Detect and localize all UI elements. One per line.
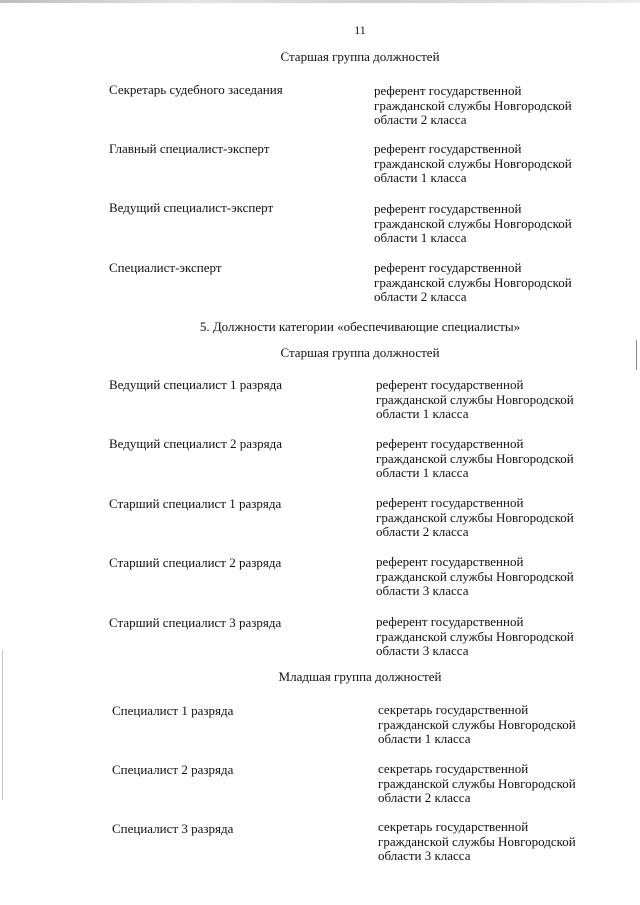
position-title: Старший специалист 3 разряда	[109, 615, 282, 630]
rank-title	[376, 555, 574, 599]
category-title: 5. Должности категории «обеспечивающие специалисты»	[199, 319, 521, 334]
rank-title	[374, 202, 572, 246]
rank-line: области 2 класса	[376, 524, 469, 539]
rank-line: области 2 класса	[374, 289, 467, 304]
position-title: Главный специалист-эксперт	[109, 141, 270, 156]
rank-line: гражданской службы Новгородской	[376, 450, 574, 466]
rank-line: референт государственной	[374, 260, 522, 275]
position-title: Старший специалист 2 разряда	[109, 555, 282, 570]
rank-line: гражданской службы Новгородской	[374, 155, 572, 171]
rank-line: области 3 класса	[376, 643, 469, 658]
rank-line: референт государственной	[376, 495, 524, 510]
rank-line: гражданской службы Новгородской	[378, 716, 576, 732]
group-heading: Старшая группа должностей	[280, 49, 440, 64]
rank-line: референт государственной	[374, 83, 522, 98]
scan-top-edge	[0, 0, 640, 3]
position-title: Ведущий специалист 2 разряда	[109, 436, 283, 451]
position-title: Секретарь судебного заседания	[109, 82, 283, 97]
rank-line: референт государственной	[374, 141, 522, 156]
rank-line: референт государственной	[374, 201, 522, 216]
rank-title	[374, 142, 572, 186]
rank-line: области 2 класса	[374, 112, 467, 127]
position-title: Специалист 2 разряда	[112, 762, 234, 777]
rank-line: гражданской службы Новгородской	[376, 628, 574, 644]
rank-line: области 1 класса	[378, 731, 471, 746]
rank-title	[374, 84, 572, 128]
rank-line: области 3 класса	[378, 848, 471, 863]
rank-line: гражданской службы Новгородской	[376, 509, 574, 525]
position-title: Ведущий специалист-эксперт	[109, 200, 274, 215]
position-title: Специалист-эксперт	[109, 260, 222, 275]
rank-line: области 1 класса	[376, 465, 469, 480]
rank-line: гражданской службы Новгородской	[378, 833, 576, 849]
rank-line: референт государственной	[376, 377, 524, 392]
rank-title	[376, 496, 574, 540]
rank-title	[378, 703, 576, 747]
rank-line: области 2 класса	[378, 790, 471, 805]
rank-line: области 3 класса	[376, 583, 469, 598]
rank-title	[376, 437, 574, 481]
rank-line: гражданской службы Новгородской	[376, 568, 574, 584]
page-number: 11	[354, 23, 366, 37]
position-title: Старший специалист 1 разряда	[109, 496, 282, 511]
rank-line: референт государственной	[376, 436, 524, 451]
rank-line: области 1 класса	[376, 406, 469, 421]
rank-line: гражданской службы Новгородской	[374, 274, 572, 290]
rank-title	[378, 820, 576, 864]
rank-line: области 1 класса	[374, 170, 467, 185]
group-heading: Младшая группа должностей	[278, 669, 442, 684]
rank-line: референт государственной	[376, 614, 524, 629]
rank-title	[378, 762, 576, 806]
rank-line: гражданской службы Новгородской	[378, 775, 576, 791]
rank-line: секретарь государственной	[378, 702, 529, 717]
rank-line: референт государственной	[376, 554, 524, 569]
rank-line: области 1 класса	[374, 230, 467, 245]
position-title: Специалист 3 разряда	[112, 821, 234, 836]
rank-line: секретарь государственной	[378, 761, 529, 776]
rank-line: гражданской службы Новгородской	[374, 97, 572, 113]
rank-line: гражданской службы Новгородской	[374, 215, 572, 231]
rank-line: гражданской службы Новгородской	[376, 391, 574, 407]
position-title: Ведущий специалист 1 разряда	[109, 377, 283, 392]
rank-line: секретарь государственной	[378, 819, 529, 834]
rank-title	[376, 615, 574, 659]
group-heading: Старшая группа должностей	[280, 345, 440, 360]
rank-title	[374, 261, 572, 305]
position-title: Специалист 1 разряда	[112, 703, 234, 718]
rank-title	[376, 378, 574, 422]
